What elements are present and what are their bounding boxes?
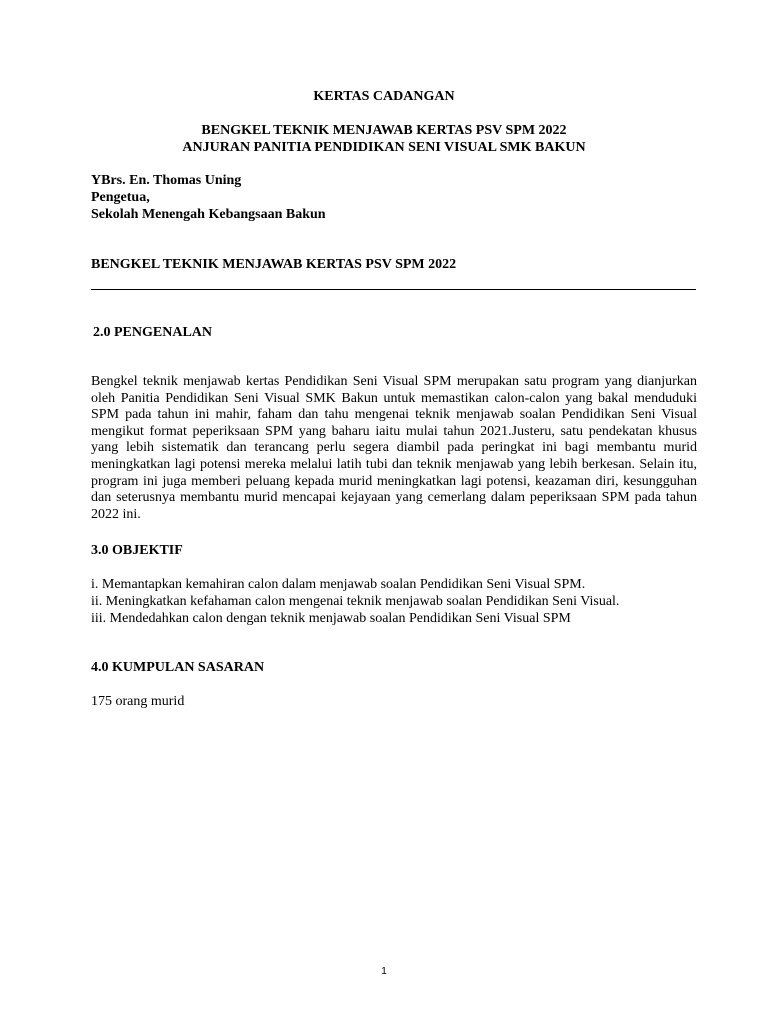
objective-item: iii. Mendedahkan calon dengan teknik menjawab soalan Pendidikan Seni Visual SPM bbox=[91, 611, 571, 626]
subject-line: BENGKEL TEKNIK MENJAWAB KERTAS PSV SPM 2022 bbox=[91, 257, 457, 272]
objectives-list bbox=[91, 576, 711, 627]
objective-item: i. Memantapkan kemahiran calon dalam menjawab soalan Pendidikan Seni Visual SPM. bbox=[91, 577, 586, 592]
recipient-position: Pengetua, bbox=[91, 190, 150, 205]
page-number: 1 bbox=[381, 966, 387, 977]
introduction-paragraph: Bengkel teknik menjawab kertas Pendidikan Seni Visual SPM merupakan satu program yang dianjurkan oleh Panitia Pendidikan Seni Visual SMK Bakun untuk memastikan calon-calon yang bakal menduduki SPM pada tahun ini mahir, faham dan tahu mengenai teknik menjawab soalan Pendidikan Seni Visual mengikut format peperiksaan SPM yang baharu iaitu mulai tahun 2021.Justeru, satu pendekatan khusus yang lebih sistematik dan terancang perlu segera diambil pada peringkat ini bagi membantu murid meningkatkan lagi potensi mereka melalui latih tubi dan teknik menjawab yang lebih berkesan. Selain itu, program ini juga memberi peluang kepada murid meningkatkan lagi potensi, keazaman diri, kesungguhan dan seterusnya membantu murid mencapai kejayaan yang cemerlang dalam peperiksaan SPM pada tahun 2022 ini. bbox=[91, 374, 697, 522]
section-heading-objectives: 3.0 OBJEKTIF bbox=[91, 543, 183, 558]
section-heading-target-group: 4.0 KUMPULAN SASARAN bbox=[91, 660, 265, 675]
subject-divider bbox=[91, 289, 696, 290]
recipient-school: Sekolah Menengah Kebangsaan Bakun bbox=[91, 207, 326, 222]
document-subtitle-line-2: ANJURAN PANITIA PENDIDIKAN SENI VISUAL SMK BAKUN bbox=[182, 140, 586, 155]
objective-item: ii. Meningkatkan kefahaman calon mengenai teknik menjawab soalan Pendidikan Seni Visual. bbox=[91, 594, 620, 609]
document-title: KERTAS CADANGAN bbox=[313, 89, 455, 104]
section-heading-introduction: 2.0 PENGENALAN bbox=[93, 325, 213, 340]
target-group-text: 175 orang murid bbox=[91, 694, 185, 709]
document-subtitle-line-1: BENGKEL TEKNIK MENJAWAB KERTAS PSV SPM 2022 bbox=[201, 123, 567, 138]
recipient-name: YBrs. En. Thomas Uning bbox=[91, 173, 242, 188]
